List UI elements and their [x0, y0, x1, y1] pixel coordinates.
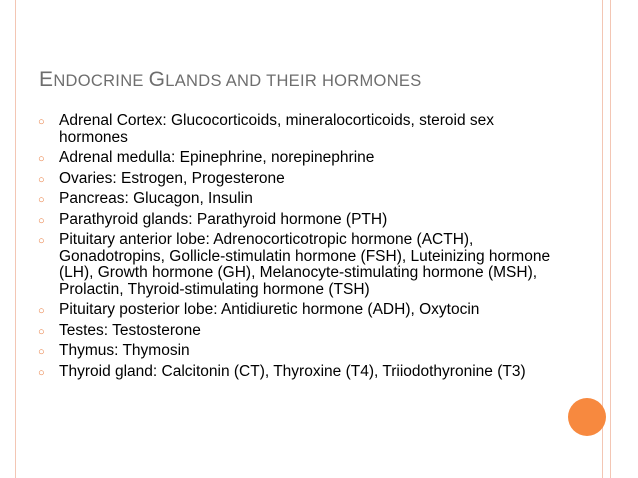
ring-bullet-icon: ○ [38, 305, 45, 317]
list-item-text: Thymus: Thymosin [59, 342, 190, 359]
ring-bullet-icon: ○ [38, 116, 45, 128]
title-part: E [39, 68, 54, 91]
list-item [38, 212, 563, 229]
title-part: NDOCRINE [53, 72, 149, 90]
ring-bullet-icon: ○ [38, 194, 45, 206]
list-item-text: Adrenal medulla: Epinephrine, norepinephrine [59, 149, 375, 166]
ring-bullet-icon: ○ [38, 153, 45, 165]
list-item [38, 150, 563, 167]
ring-bullet-icon: ○ [38, 173, 45, 186]
ring-bullet-icon: ○ [38, 366, 45, 379]
ring-bullet-icon: ○ [38, 325, 45, 338]
ring-bullet-icon: ○ [38, 346, 45, 358]
list-item [38, 302, 563, 319]
ring-bullet-icon: ○ [38, 214, 45, 227]
list-item-text: Pituitary posterior lobe: Antidiuretic hormone (ADH), Oxytocin [59, 301, 480, 318]
list-item [38, 232, 563, 298]
list-item [38, 191, 563, 208]
list-item [38, 171, 563, 188]
ring-bullet-icon: ○ [38, 235, 45, 247]
list-item-text: Ovaries: Estrogen, Progesterone [59, 169, 285, 187]
list-item [38, 364, 563, 381]
list-item [38, 343, 563, 360]
slide-title [39, 68, 422, 92]
list-item-text: Adrenal Cortex: Glucocorticoids, mineralocorticoids, steroid sex hormones [59, 112, 495, 146]
list-item-text: Thyroid gland: Calcitonin (CT), Thyroxine (T4), Triiodothyronine (T3) [59, 362, 526, 380]
right-border-line-outer [610, 0, 611, 478]
accent-circle-decoration [568, 398, 606, 436]
list-item [38, 113, 563, 146]
list-item-text: Testes: Testosterone [59, 321, 201, 339]
title-part: LANDS AND THEIR HORMONES [165, 72, 422, 90]
list-item-text: Pancreas: Glucagon, Insulin [59, 190, 253, 207]
title-part: G [148, 68, 166, 91]
hormone-list [38, 113, 563, 384]
list-item-text: Pituitary anterior lobe: Adrenocorticotropic hormone (ACTH), Gonadotropins, Gollicle-stimulatin hormone (FSH), Luteinizing hormone (LH), Growth hormone (GH), Melanocyte-stimulating hormone (MSH), Prolactin, Thyroid-stimulating hormone (TSH) [59, 231, 551, 298]
list-item-text: Parathyroid glands: Parathyroid hormone (PTH) [59, 210, 388, 228]
list-item [38, 323, 563, 340]
left-border-line [15, 0, 16, 478]
